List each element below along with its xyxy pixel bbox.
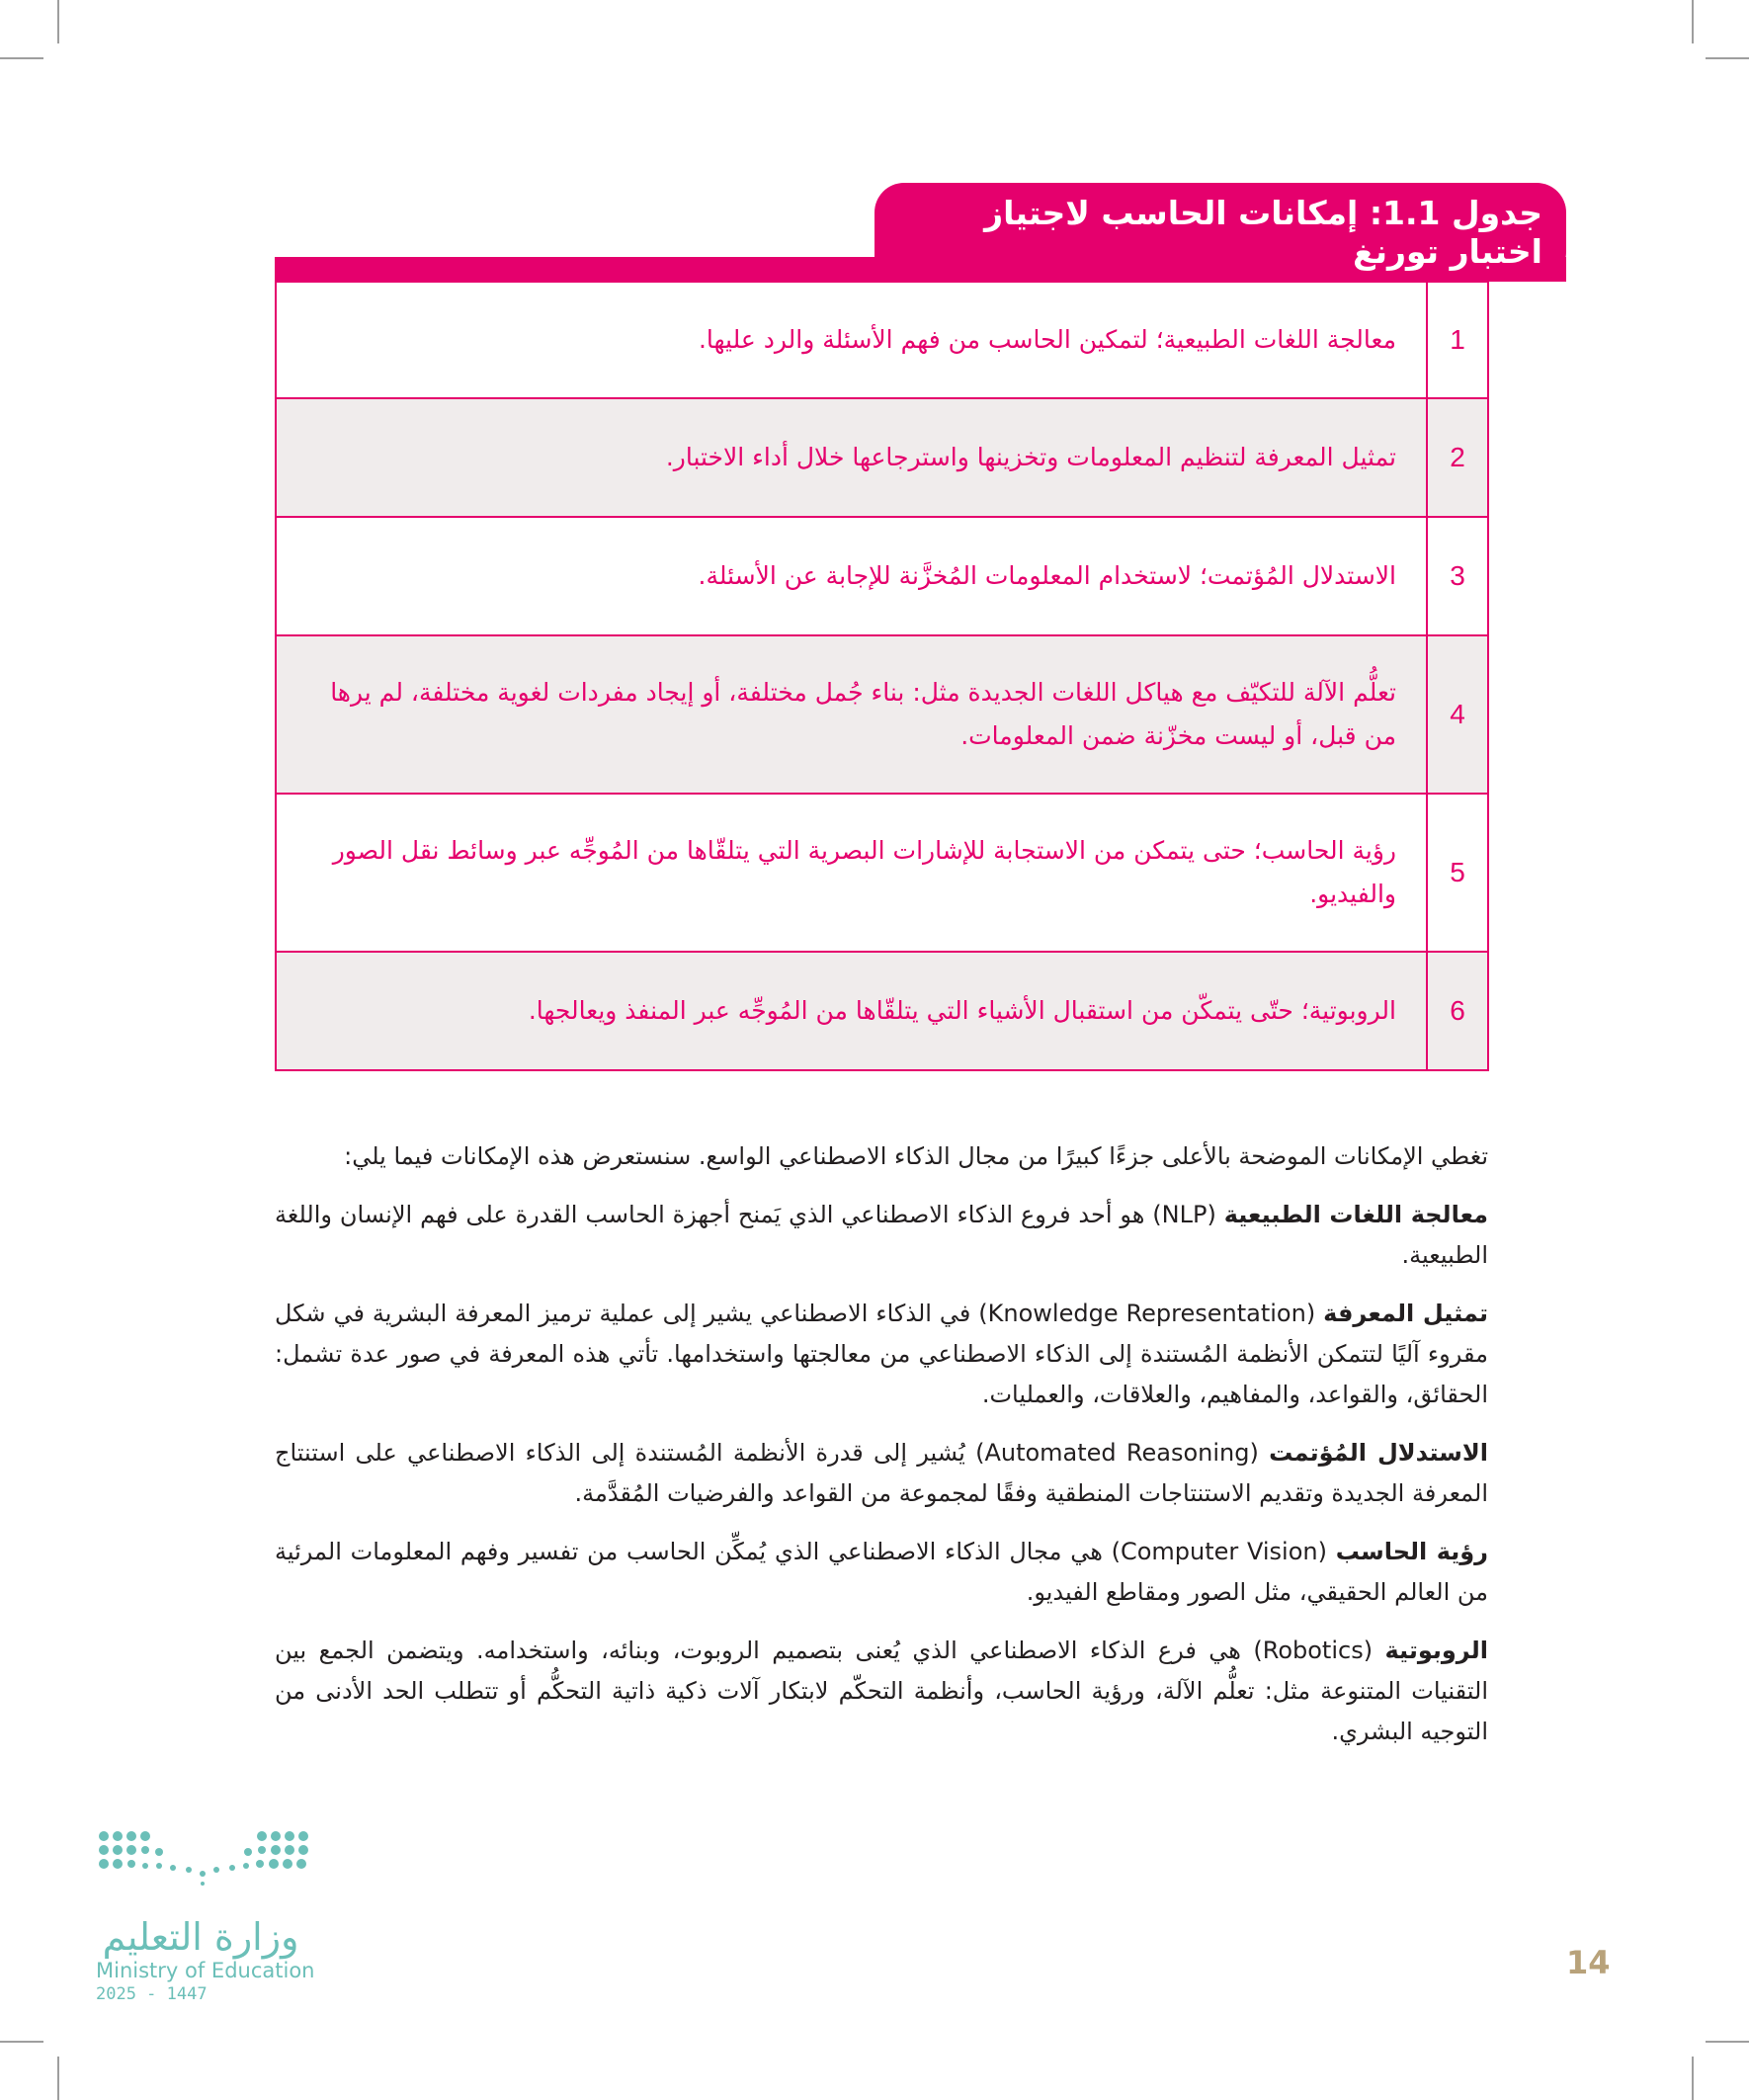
row-text: تمثيل المعرفة لتنظيم المعلومات وتخزينها واسترجاعها خلال أداء الاختبار. [276, 398, 1427, 517]
table-row [276, 282, 1488, 398]
definition: (Knowledge Representation) في الذكاء الاصطناعي يشير إلى عملية ترميز المعرفة البشرية في شكل مقروء آليًا لتتمكن الأنظمة المُستندة إلى الذكاء الاصطناعي من معالجتها واستخدامها. تأتي هذه المعرفة في صور عدة تشمل: الحقائق، والقواعد، والمفاهيم، والعلاقات، والعمليات. [275, 1300, 1488, 1408]
row-number: 1 [1427, 282, 1488, 398]
row-number: 3 [1427, 517, 1488, 635]
table-row [276, 952, 1488, 1070]
term: الروبوتية [1384, 1637, 1488, 1664]
row-number: 4 [1427, 635, 1488, 794]
crop-mark [0, 2041, 43, 2043]
definition: (NLP) هو أحد فروع الذكاء الاصطناعي الذي يَمنح أجهزة الحاسب القدرة على فهم الإنسان واللغة الطبيعية. [275, 1201, 1488, 1269]
page-number: 14 [1566, 1944, 1611, 1981]
crop-mark [1692, 2057, 1694, 2100]
crop-mark [57, 0, 59, 43]
ministry-name-arabic: وزارة التعليم [102, 1915, 299, 1959]
table-row [276, 794, 1488, 952]
row-number: 2 [1427, 398, 1488, 517]
term: معالجة اللغات الطبيعية [1223, 1201, 1488, 1228]
paragraph-robotics [275, 1631, 1488, 1752]
term: الاستدلال المُؤتمت [1269, 1439, 1488, 1467]
body-text [275, 1136, 1488, 1770]
crop-mark [1706, 57, 1749, 59]
paragraph-automated-reasoning [275, 1433, 1488, 1514]
table-row [276, 517, 1488, 635]
table-title: جدول 1.1: إمكانات الحاسب لاجتياز اختبار تورنغ [874, 183, 1566, 282]
row-text: معالجة اللغات الطبيعية؛ لتمكين الحاسب من فهم الأسئلة والرد عليها. [276, 282, 1427, 398]
crop-mark [1692, 0, 1694, 43]
row-text: رؤية الحاسب؛ حتى يتمكن من الاستجابة للإشارات البصرية التي يتلقّاها من المُوجِّه عبر وسائط نقل الصور والفيديو. [276, 794, 1427, 952]
ministry-name-english: Ministry of Education [96, 1959, 315, 1982]
table-row [276, 635, 1488, 794]
paragraph-nlp [275, 1195, 1488, 1276]
paragraph-knowledge-representation [275, 1294, 1488, 1415]
edition-year: 2025 - 1447 [96, 1984, 208, 2004]
row-number: 6 [1427, 952, 1488, 1070]
definition: (Computer Vision) هي مجال الذكاء الاصطناعي الذي يُمكِّن الحاسب من تفسير وفهم المعلومات المرئية من العالم الحقيقي، مثل الصور ومقاطع الفيديو. [275, 1538, 1488, 1606]
crop-mark [0, 57, 43, 59]
ministry-logo-icon [94, 1826, 311, 1886]
definition: (Automated Reasoning) يُشير إلى قدرة الأنظمة المُستندة إلى الذكاء الاصطناعي على استنتاج المعرفة الجديدة وتقديم الاستنتاجات المنطقية وفقًا لمجموعة من القواعد والفرضيات المُقدَّمة. [275, 1439, 1488, 1507]
paragraph-intro: تغطي الإمكانات الموضحة بالأعلى جزءًا كبيرًا من مجال الذكاء الاصطناعي الواسع. سنستعرض هذه الإمكانات فيما يلي: [344, 1142, 1488, 1170]
crop-mark [1706, 2041, 1749, 2043]
table-row [276, 398, 1488, 517]
definition: (Robotics) هي فرع الذكاء الاصطناعي الذي يُعنى بتصميم الروبوت، وبنائه، واستخدامه. ويتضمن الجمع بين التقنيات المتنوعة مثل: تعلُّم الآلة، ورؤية الحاسب، وأنظمة التحكّم لابتكار آلات ذكية ذاتية التحكُّم أو تتطلب الحد الأدنى من التوجيه البشري. [275, 1637, 1488, 1745]
term: تمثيل المعرفة [1323, 1300, 1489, 1327]
row-text: تعلُّم الآلة للتكيّف مع هياكل اللغات الجديدة مثل: بناء جُمل مختلفة، أو إيجاد مفردات لغوية مختلفة، لم يرها من قبل، أو ليست مخزّنة ضمن المعلومات. [276, 635, 1427, 794]
row-number: 5 [1427, 794, 1488, 952]
paragraph-computer-vision [275, 1532, 1488, 1613]
row-text: الاستدلال المُؤتمت؛ لاستخدام المعلومات المُخزَّنة للإجابة عن الأسئلة. [276, 517, 1427, 635]
capabilities-table [275, 281, 1489, 1071]
term: رؤية الحاسب [1335, 1538, 1488, 1565]
crop-mark [57, 2057, 59, 2100]
row-text: الروبوتية؛ حتّى يتمكّن من استقبال الأشياء التي يتلقّاها من المُوجِّه عبر المنفذ ويعالجها. [276, 952, 1427, 1070]
